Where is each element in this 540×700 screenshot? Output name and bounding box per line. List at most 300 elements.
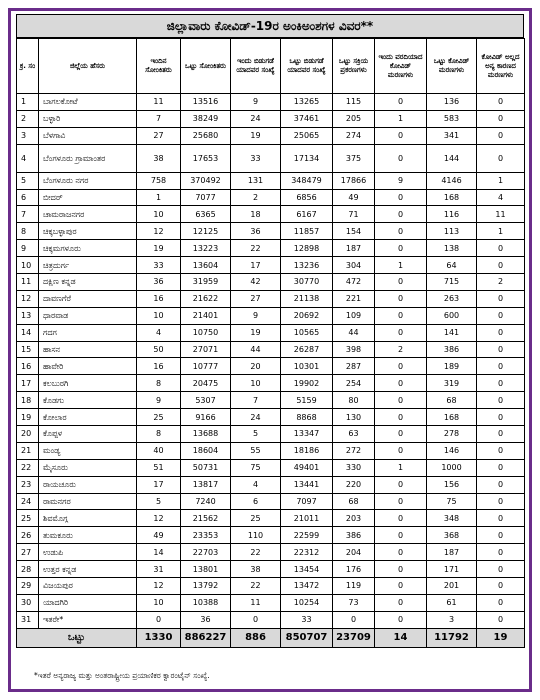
cell-non-covid-deaths: 0 bbox=[477, 544, 525, 561]
cell-today-discharged: 4 bbox=[231, 476, 281, 493]
table-row bbox=[17, 341, 525, 358]
total-infected: 886227 bbox=[181, 628, 231, 647]
cell-total-infected: 13792 bbox=[181, 578, 231, 595]
cell-today-deaths: 2 bbox=[375, 341, 427, 358]
cell-today-discharged: 27 bbox=[231, 290, 281, 307]
cell-active-cases: 154 bbox=[333, 223, 375, 240]
cell-today-deaths: 0 bbox=[375, 375, 427, 392]
table-row bbox=[17, 594, 525, 611]
table-header-row bbox=[17, 39, 525, 94]
cell-non-covid-deaths: 0 bbox=[477, 94, 525, 111]
table-row bbox=[17, 324, 525, 341]
cell-serial: 27 bbox=[17, 544, 39, 561]
cell-today-deaths: 0 bbox=[375, 240, 427, 257]
header-total-deaths: ಒಟ್ಟು ಕೋವಿಡ್ ಮರಣಗಳು bbox=[427, 39, 477, 94]
cell-today-infected: 33 bbox=[137, 257, 181, 274]
cell-today-discharged: 19 bbox=[231, 127, 281, 144]
cell-today-infected: 36 bbox=[137, 274, 181, 291]
header-total-infected: ಒಟ್ಟು ಸೋಂಕಿತರು bbox=[181, 39, 231, 94]
cell-today-infected: 16 bbox=[137, 358, 181, 375]
cell-active-cases: 44 bbox=[333, 324, 375, 341]
cell-today-infected: 16 bbox=[137, 290, 181, 307]
cell-active-cases: 304 bbox=[333, 257, 375, 274]
cell-today-discharged: 24 bbox=[231, 409, 281, 426]
cell-today-discharged: 9 bbox=[231, 94, 281, 111]
cell-today-discharged: 25 bbox=[231, 510, 281, 527]
cell-total-deaths: 68 bbox=[427, 392, 477, 409]
cell-total-discharged: 13236 bbox=[281, 257, 333, 274]
cell-serial: 14 bbox=[17, 324, 39, 341]
cell-total-infected: 21401 bbox=[181, 307, 231, 324]
cell-today-infected: 1 bbox=[137, 189, 181, 206]
cell-total-deaths: 263 bbox=[427, 290, 477, 307]
cell-total-discharged: 348479 bbox=[281, 172, 333, 189]
cell-active-cases: 17866 bbox=[333, 172, 375, 189]
table-row bbox=[17, 189, 525, 206]
cell-today-discharged: 110 bbox=[231, 527, 281, 544]
cell-active-cases: 220 bbox=[333, 476, 375, 493]
cell-serial: 30 bbox=[17, 594, 39, 611]
cell-today-deaths: 0 bbox=[375, 307, 427, 324]
cell-total-infected: 21622 bbox=[181, 290, 231, 307]
header-today-discharged: ಇಂದು ಬಿಡುಗಡೆ ಯಾದವರ ಸಂಖ್ಯೆ bbox=[231, 39, 281, 94]
table-row bbox=[17, 223, 525, 240]
table-row bbox=[17, 206, 525, 223]
cell-today-discharged: 2 bbox=[231, 189, 281, 206]
cell-today-deaths: 0 bbox=[375, 358, 427, 375]
table-row bbox=[17, 358, 525, 375]
cell-total-discharged: 26287 bbox=[281, 341, 333, 358]
cell-active-cases: 130 bbox=[333, 409, 375, 426]
cell-serial: 18 bbox=[17, 392, 39, 409]
cell-today-discharged: 10 bbox=[231, 375, 281, 392]
cell-today-infected: 50 bbox=[137, 341, 181, 358]
cell-today-discharged: 42 bbox=[231, 274, 281, 291]
cell-non-covid-deaths: 1 bbox=[477, 172, 525, 189]
cell-district: ಚಿಕ್ಕಮಗಳೂರು bbox=[39, 240, 137, 257]
cell-today-discharged: 19 bbox=[231, 324, 281, 341]
cell-today-infected: 38 bbox=[137, 144, 181, 172]
cell-today-discharged: 0 bbox=[231, 611, 281, 628]
cell-active-cases: 204 bbox=[333, 544, 375, 561]
cell-serial: 3 bbox=[17, 127, 39, 144]
cell-total-deaths: 600 bbox=[427, 307, 477, 324]
table-row bbox=[17, 172, 525, 189]
cell-total-deaths: 116 bbox=[427, 206, 477, 223]
cell-serial: 26 bbox=[17, 527, 39, 544]
table-row bbox=[17, 144, 525, 172]
cell-total-discharged: 7097 bbox=[281, 493, 333, 510]
cell-today-deaths: 0 bbox=[375, 223, 427, 240]
cell-total-deaths: 168 bbox=[427, 189, 477, 206]
table-row bbox=[17, 493, 525, 510]
cell-today-infected: 10 bbox=[137, 307, 181, 324]
cell-district: ಗದಗ bbox=[39, 324, 137, 341]
cell-today-discharged: 17 bbox=[231, 257, 281, 274]
cell-non-covid-deaths: 2 bbox=[477, 274, 525, 291]
cell-today-deaths: 0 bbox=[375, 510, 427, 527]
cell-total-deaths: 144 bbox=[427, 144, 477, 172]
cell-total-discharged: 13441 bbox=[281, 476, 333, 493]
cell-district: ಕಲಬುರಗಿ bbox=[39, 375, 137, 392]
cell-today-deaths: 0 bbox=[375, 324, 427, 341]
cell-total-deaths: 4146 bbox=[427, 172, 477, 189]
cell-total-infected: 22703 bbox=[181, 544, 231, 561]
total-non-covid-deaths: 19 bbox=[477, 628, 525, 647]
cell-total-deaths: 136 bbox=[427, 94, 477, 111]
cell-total-deaths: 348 bbox=[427, 510, 477, 527]
cell-total-deaths: 146 bbox=[427, 442, 477, 459]
cell-active-cases: 386 bbox=[333, 527, 375, 544]
cell-total-infected: 12125 bbox=[181, 223, 231, 240]
cell-total-discharged: 8868 bbox=[281, 409, 333, 426]
cell-today-deaths: 0 bbox=[375, 189, 427, 206]
cell-serial: 21 bbox=[17, 442, 39, 459]
cell-today-discharged: 7 bbox=[231, 392, 281, 409]
cell-today-infected: 25 bbox=[137, 409, 181, 426]
cell-today-deaths: 1 bbox=[375, 257, 427, 274]
cell-serial: 8 bbox=[17, 223, 39, 240]
cell-serial: 9 bbox=[17, 240, 39, 257]
cell-serial: 16 bbox=[17, 358, 39, 375]
cell-district: ಬೀದರ್ bbox=[39, 189, 137, 206]
cell-non-covid-deaths: 0 bbox=[477, 110, 525, 127]
cell-non-covid-deaths: 0 bbox=[477, 476, 525, 493]
cell-district: ಇತರೇ* bbox=[39, 611, 137, 628]
cell-today-infected: 4 bbox=[137, 324, 181, 341]
table-row bbox=[17, 375, 525, 392]
cell-today-deaths: 0 bbox=[375, 144, 427, 172]
cell-total-infected: 10777 bbox=[181, 358, 231, 375]
cell-total-infected: 13604 bbox=[181, 257, 231, 274]
cell-district: ಧಾರವಾಡ bbox=[39, 307, 137, 324]
cell-total-infected: 36 bbox=[181, 611, 231, 628]
cell-today-discharged: 44 bbox=[231, 341, 281, 358]
cell-non-covid-deaths: 0 bbox=[477, 392, 525, 409]
cell-non-covid-deaths: 11 bbox=[477, 206, 525, 223]
table-row bbox=[17, 110, 525, 127]
cell-serial: 11 bbox=[17, 274, 39, 291]
cell-serial: 31 bbox=[17, 611, 39, 628]
cell-today-deaths: 0 bbox=[375, 544, 427, 561]
cell-today-deaths: 0 bbox=[375, 127, 427, 144]
cell-today-discharged: 22 bbox=[231, 544, 281, 561]
table-row bbox=[17, 510, 525, 527]
total-today-discharged: 886 bbox=[231, 628, 281, 647]
cell-total-discharged: 13472 bbox=[281, 578, 333, 595]
cell-today-deaths: 0 bbox=[375, 426, 427, 443]
cell-non-covid-deaths: 0 bbox=[477, 561, 525, 578]
cell-total-infected: 23353 bbox=[181, 527, 231, 544]
cell-today-deaths: 1 bbox=[375, 459, 427, 476]
cell-active-cases: 187 bbox=[333, 240, 375, 257]
cell-serial: 20 bbox=[17, 426, 39, 443]
page-title: ಜಿಲ್ಲಾವಾರು ಕೋವಿಡ್-19ರ ಅಂಕಿಅಂಶಗಳ ವಿವರ** bbox=[16, 14, 524, 38]
cell-today-discharged: 11 bbox=[231, 594, 281, 611]
cell-total-deaths: 61 bbox=[427, 594, 477, 611]
cell-serial: 15 bbox=[17, 341, 39, 358]
cell-total-discharged: 30770 bbox=[281, 274, 333, 291]
cell-district: ಬೆಳಗಾವಿ bbox=[39, 127, 137, 144]
table-row bbox=[17, 274, 525, 291]
cell-total-deaths: 141 bbox=[427, 324, 477, 341]
cell-non-covid-deaths: 1 bbox=[477, 223, 525, 240]
cell-active-cases: 203 bbox=[333, 510, 375, 527]
cell-total-deaths: 319 bbox=[427, 375, 477, 392]
cell-today-infected: 8 bbox=[137, 426, 181, 443]
total-active: 23709 bbox=[333, 628, 375, 647]
cell-serial: 4 bbox=[17, 144, 39, 172]
cell-total-deaths: 113 bbox=[427, 223, 477, 240]
cell-total-infected: 9166 bbox=[181, 409, 231, 426]
table-row bbox=[17, 578, 525, 595]
cell-today-infected: 51 bbox=[137, 459, 181, 476]
cell-total-infected: 370492 bbox=[181, 172, 231, 189]
table-row bbox=[17, 409, 525, 426]
header-today-deaths: ಇಂದು ವರದಿಯಾದ ಕೋವಿಡ್ ಮರಣಗಳು bbox=[375, 39, 427, 94]
cell-total-discharged: 10254 bbox=[281, 594, 333, 611]
cell-district: ಬೆಂಗಳೂರು ನಗರ bbox=[39, 172, 137, 189]
cell-serial: 29 bbox=[17, 578, 39, 595]
cell-total-infected: 27071 bbox=[181, 341, 231, 358]
cell-today-discharged: 55 bbox=[231, 442, 281, 459]
cell-non-covid-deaths: 0 bbox=[477, 426, 525, 443]
cell-district: ಉಡುಪಿ bbox=[39, 544, 137, 561]
cell-active-cases: 115 bbox=[333, 94, 375, 111]
cell-district: ರಾಯಚೂರು bbox=[39, 476, 137, 493]
cell-district: ಕೊಪ್ಪಳ bbox=[39, 426, 137, 443]
cell-non-covid-deaths: 0 bbox=[477, 409, 525, 426]
cell-active-cases: 221 bbox=[333, 290, 375, 307]
cell-total-discharged: 37461 bbox=[281, 110, 333, 127]
totals-row bbox=[17, 628, 525, 647]
cell-active-cases: 0 bbox=[333, 611, 375, 628]
cell-total-infected: 5307 bbox=[181, 392, 231, 409]
cell-total-discharged: 6856 bbox=[281, 189, 333, 206]
cell-active-cases: 71 bbox=[333, 206, 375, 223]
cell-district: ಚಿತ್ರದುರ್ಗ bbox=[39, 257, 137, 274]
cell-active-cases: 274 bbox=[333, 127, 375, 144]
cell-district: ದಾವಣಗೆರೆ bbox=[39, 290, 137, 307]
cell-today-infected: 0 bbox=[137, 611, 181, 628]
cell-today-infected: 9 bbox=[137, 392, 181, 409]
cell-serial: 2 bbox=[17, 110, 39, 127]
cell-today-infected: 17 bbox=[137, 476, 181, 493]
cell-total-discharged: 18186 bbox=[281, 442, 333, 459]
table-row bbox=[17, 426, 525, 443]
cell-total-deaths: 386 bbox=[427, 341, 477, 358]
cell-total-discharged: 5159 bbox=[281, 392, 333, 409]
cell-today-deaths: 1 bbox=[375, 110, 427, 127]
cell-serial: 19 bbox=[17, 409, 39, 426]
cell-serial: 1 bbox=[17, 94, 39, 111]
cell-active-cases: 109 bbox=[333, 307, 375, 324]
cell-today-discharged: 33 bbox=[231, 144, 281, 172]
cell-active-cases: 80 bbox=[333, 392, 375, 409]
cell-today-infected: 31 bbox=[137, 561, 181, 578]
cell-district: ಬೆಂಗಳೂರು ಗ್ರಾಮಾಂತರ bbox=[39, 144, 137, 172]
cell-total-discharged: 21011 bbox=[281, 510, 333, 527]
cell-total-discharged: 49401 bbox=[281, 459, 333, 476]
cell-total-deaths: 3 bbox=[427, 611, 477, 628]
cell-non-covid-deaths: 0 bbox=[477, 594, 525, 611]
cell-active-cases: 73 bbox=[333, 594, 375, 611]
cell-total-infected: 13688 bbox=[181, 426, 231, 443]
cell-today-discharged: 24 bbox=[231, 110, 281, 127]
cell-total-deaths: 156 bbox=[427, 476, 477, 493]
cell-serial: 10 bbox=[17, 257, 39, 274]
cell-non-covid-deaths: 0 bbox=[477, 127, 525, 144]
cell-total-deaths: 583 bbox=[427, 110, 477, 127]
cell-district: ದಕ್ಷಿಣ ಕನ್ನಡ bbox=[39, 274, 137, 291]
cell-today-discharged: 18 bbox=[231, 206, 281, 223]
cell-today-discharged: 131 bbox=[231, 172, 281, 189]
cell-total-discharged: 33 bbox=[281, 611, 333, 628]
cell-active-cases: 68 bbox=[333, 493, 375, 510]
cell-district: ಹಾವೇರಿ bbox=[39, 358, 137, 375]
footnote: *ಇತರೆ ಅನ್ಯರಾಜ್ಯ ಮತ್ತು ಅಂತರಾಷ್ಟ್ರೀಯ ಪ್ರಯಾಣಿಕರ ಕ್ವಾರಂಟೈನ್ ಸಂಖ್ಯೆ. bbox=[34, 671, 210, 680]
cell-non-covid-deaths: 0 bbox=[477, 375, 525, 392]
cell-total-discharged: 11857 bbox=[281, 223, 333, 240]
cell-total-deaths: 341 bbox=[427, 127, 477, 144]
cell-total-infected: 13817 bbox=[181, 476, 231, 493]
cell-total-deaths: 75 bbox=[427, 493, 477, 510]
cell-active-cases: 49 bbox=[333, 189, 375, 206]
cell-district: ವಿಜಯಪುರ bbox=[39, 578, 137, 595]
covid-stats-table bbox=[16, 38, 525, 648]
cell-serial: 24 bbox=[17, 493, 39, 510]
cell-total-discharged: 17134 bbox=[281, 144, 333, 172]
cell-serial: 7 bbox=[17, 206, 39, 223]
cell-today-discharged: 6 bbox=[231, 493, 281, 510]
cell-non-covid-deaths: 0 bbox=[477, 144, 525, 172]
cell-district: ಶಿವಮೊಗ್ಗ bbox=[39, 510, 137, 527]
cell-non-covid-deaths: 0 bbox=[477, 307, 525, 324]
cell-total-infected: 6365 bbox=[181, 206, 231, 223]
cell-total-infected: 17653 bbox=[181, 144, 231, 172]
cell-total-infected: 20475 bbox=[181, 375, 231, 392]
cell-today-discharged: 22 bbox=[231, 578, 281, 595]
cell-today-infected: 40 bbox=[137, 442, 181, 459]
cell-non-covid-deaths: 0 bbox=[477, 240, 525, 257]
cell-district: ಕೋಲಾರ bbox=[39, 409, 137, 426]
cell-today-infected: 14 bbox=[137, 544, 181, 561]
cell-district: ರಾಮನಗರ bbox=[39, 493, 137, 510]
cell-today-infected: 12 bbox=[137, 510, 181, 527]
cell-today-infected: 10 bbox=[137, 206, 181, 223]
cell-today-infected: 12 bbox=[137, 223, 181, 240]
cell-today-infected: 27 bbox=[137, 127, 181, 144]
table-row bbox=[17, 476, 525, 493]
cell-total-deaths: 201 bbox=[427, 578, 477, 595]
cell-non-covid-deaths: 0 bbox=[477, 493, 525, 510]
cell-active-cases: 472 bbox=[333, 274, 375, 291]
cell-today-deaths: 9 bbox=[375, 172, 427, 189]
cell-non-covid-deaths: 0 bbox=[477, 257, 525, 274]
cell-total-infected: 21562 bbox=[181, 510, 231, 527]
cell-today-infected: 10 bbox=[137, 594, 181, 611]
cell-non-covid-deaths: 0 bbox=[477, 459, 525, 476]
cell-total-discharged: 22312 bbox=[281, 544, 333, 561]
total-today-deaths: 14 bbox=[375, 628, 427, 647]
cell-district: ಚಾಮರಾಜನಗರ bbox=[39, 206, 137, 223]
table-row bbox=[17, 527, 525, 544]
cell-today-infected: 19 bbox=[137, 240, 181, 257]
cell-active-cases: 63 bbox=[333, 426, 375, 443]
total-deaths: 11792 bbox=[427, 628, 477, 647]
cell-district: ಉತ್ತರ ಕನ್ನಡ bbox=[39, 561, 137, 578]
totals-label: ಒಟ್ಟು bbox=[17, 628, 137, 647]
cell-non-covid-deaths: 0 bbox=[477, 510, 525, 527]
cell-today-deaths: 0 bbox=[375, 274, 427, 291]
cell-today-deaths: 0 bbox=[375, 594, 427, 611]
cell-serial: 13 bbox=[17, 307, 39, 324]
cell-today-deaths: 0 bbox=[375, 409, 427, 426]
cell-total-infected: 25680 bbox=[181, 127, 231, 144]
cell-today-infected: 12 bbox=[137, 578, 181, 595]
table-row bbox=[17, 561, 525, 578]
table-row bbox=[17, 442, 525, 459]
total-discharged: 850707 bbox=[281, 628, 333, 647]
cell-today-infected: 49 bbox=[137, 527, 181, 544]
cell-today-deaths: 0 bbox=[375, 476, 427, 493]
cell-total-discharged: 12898 bbox=[281, 240, 333, 257]
cell-non-covid-deaths: 0 bbox=[477, 527, 525, 544]
cell-today-infected: 7 bbox=[137, 110, 181, 127]
cell-active-cases: 176 bbox=[333, 561, 375, 578]
cell-active-cases: 330 bbox=[333, 459, 375, 476]
cell-today-deaths: 0 bbox=[375, 527, 427, 544]
cell-active-cases: 254 bbox=[333, 375, 375, 392]
cell-today-discharged: 5 bbox=[231, 426, 281, 443]
cell-district: ಮಂಡ್ಯ bbox=[39, 442, 137, 459]
cell-today-infected: 5 bbox=[137, 493, 181, 510]
cell-serial: 12 bbox=[17, 290, 39, 307]
cell-today-deaths: 0 bbox=[375, 290, 427, 307]
cell-total-infected: 50731 bbox=[181, 459, 231, 476]
table-row bbox=[17, 459, 525, 476]
cell-today-infected: 758 bbox=[137, 172, 181, 189]
cell-non-covid-deaths: 0 bbox=[477, 341, 525, 358]
cell-active-cases: 272 bbox=[333, 442, 375, 459]
cell-today-deaths: 0 bbox=[375, 561, 427, 578]
cell-active-cases: 205 bbox=[333, 110, 375, 127]
cell-total-infected: 7240 bbox=[181, 493, 231, 510]
table-row bbox=[17, 307, 525, 324]
cell-total-discharged: 22599 bbox=[281, 527, 333, 544]
cell-total-infected: 13223 bbox=[181, 240, 231, 257]
cell-total-discharged: 10565 bbox=[281, 324, 333, 341]
cell-district: ತುಮಕೂರು bbox=[39, 527, 137, 544]
cell-total-infected: 13801 bbox=[181, 561, 231, 578]
cell-today-deaths: 0 bbox=[375, 493, 427, 510]
cell-today-discharged: 9 bbox=[231, 307, 281, 324]
cell-today-discharged: 20 bbox=[231, 358, 281, 375]
cell-district: ಬಳ್ಳಾರಿ bbox=[39, 110, 137, 127]
cell-total-infected: 13516 bbox=[181, 94, 231, 111]
cell-non-covid-deaths: 0 bbox=[477, 358, 525, 375]
cell-active-cases: 119 bbox=[333, 578, 375, 595]
cell-district: ಯಾದಗಿರಿ bbox=[39, 594, 137, 611]
table-row bbox=[17, 94, 525, 111]
cell-district: ಮೈಸೂರು bbox=[39, 459, 137, 476]
cell-total-discharged: 13265 bbox=[281, 94, 333, 111]
cell-today-infected: 8 bbox=[137, 375, 181, 392]
cell-total-discharged: 19902 bbox=[281, 375, 333, 392]
cell-serial: 28 bbox=[17, 561, 39, 578]
cell-total-discharged: 6167 bbox=[281, 206, 333, 223]
cell-serial: 23 bbox=[17, 476, 39, 493]
